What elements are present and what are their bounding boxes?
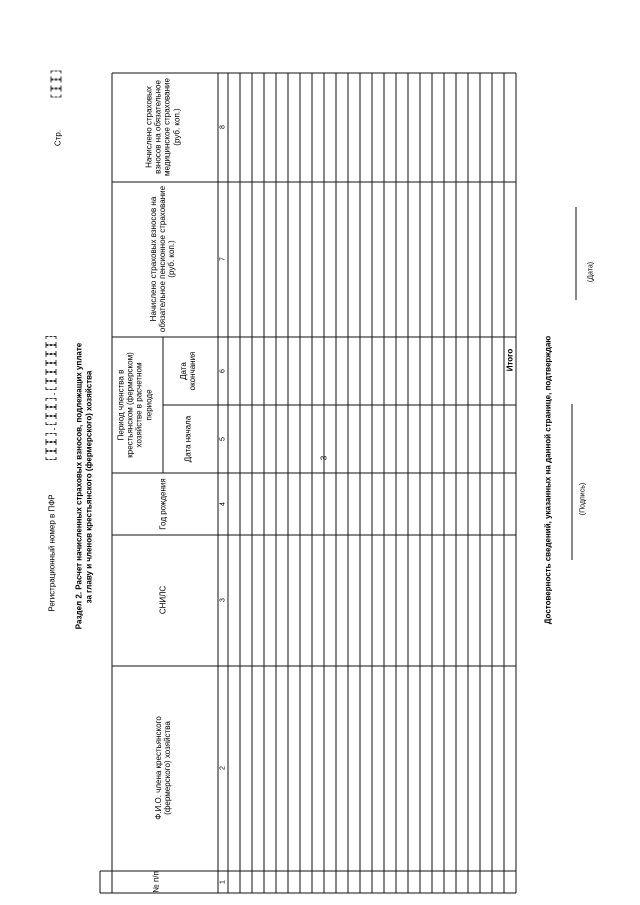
- col-number-2: 2: [219, 766, 227, 770]
- reg-number-boxes[interactable]: - -: [46, 336, 59, 460]
- header-date-end: Дата окончания: [178, 351, 197, 391]
- section-subtitle: за главу и членов крестьянского (фермерского) хозяйства: [84, 370, 94, 604]
- section-title: Раздел 2. Расчет начисленных страховых взносов, подлежащих уплате: [74, 342, 84, 630]
- page-number: 3: [319, 455, 329, 461]
- header-period: Период членства в крестьянском (фермерском) хозяйстве в расчетном периоде: [116, 352, 154, 458]
- col-number-4: 4: [219, 502, 227, 506]
- reg-number-label: Регистрационный номер в ПФР: [47, 494, 57, 612]
- signature-label: (Подпись): [579, 482, 587, 516]
- total-label: Итого: [505, 348, 515, 372]
- header-fio: Ф.И.О. члена крестьянского (фермерского) хозяйства: [153, 716, 172, 820]
- header-num: № п/п: [151, 871, 161, 893]
- header-pension: Начислено страховых взносов на обязательное пенсионное страхование (руб. коп.): [149, 185, 177, 333]
- col-number-5: 5: [219, 437, 227, 441]
- header-snils: СНИЛС: [158, 585, 168, 615]
- date-label: (Дата): [587, 261, 595, 283]
- col-number-8: 8: [219, 125, 227, 129]
- header-birth-year: Год рождения: [158, 478, 168, 530]
- col-number-3: 3: [219, 598, 227, 602]
- header-date-start: Дата начала: [183, 415, 193, 463]
- col-number-1: 1: [219, 880, 227, 884]
- header-medical: Начислено страховых взносов на обязательное медицинское страхование (руб. коп.): [144, 78, 182, 176]
- page-label: Стр.: [53, 129, 63, 147]
- confirm-text: Достоверность сведений, указанных на данной странице, подтверждаю: [543, 335, 553, 625]
- col-number-7: 7: [219, 257, 227, 261]
- col-number-6: 6: [219, 369, 227, 373]
